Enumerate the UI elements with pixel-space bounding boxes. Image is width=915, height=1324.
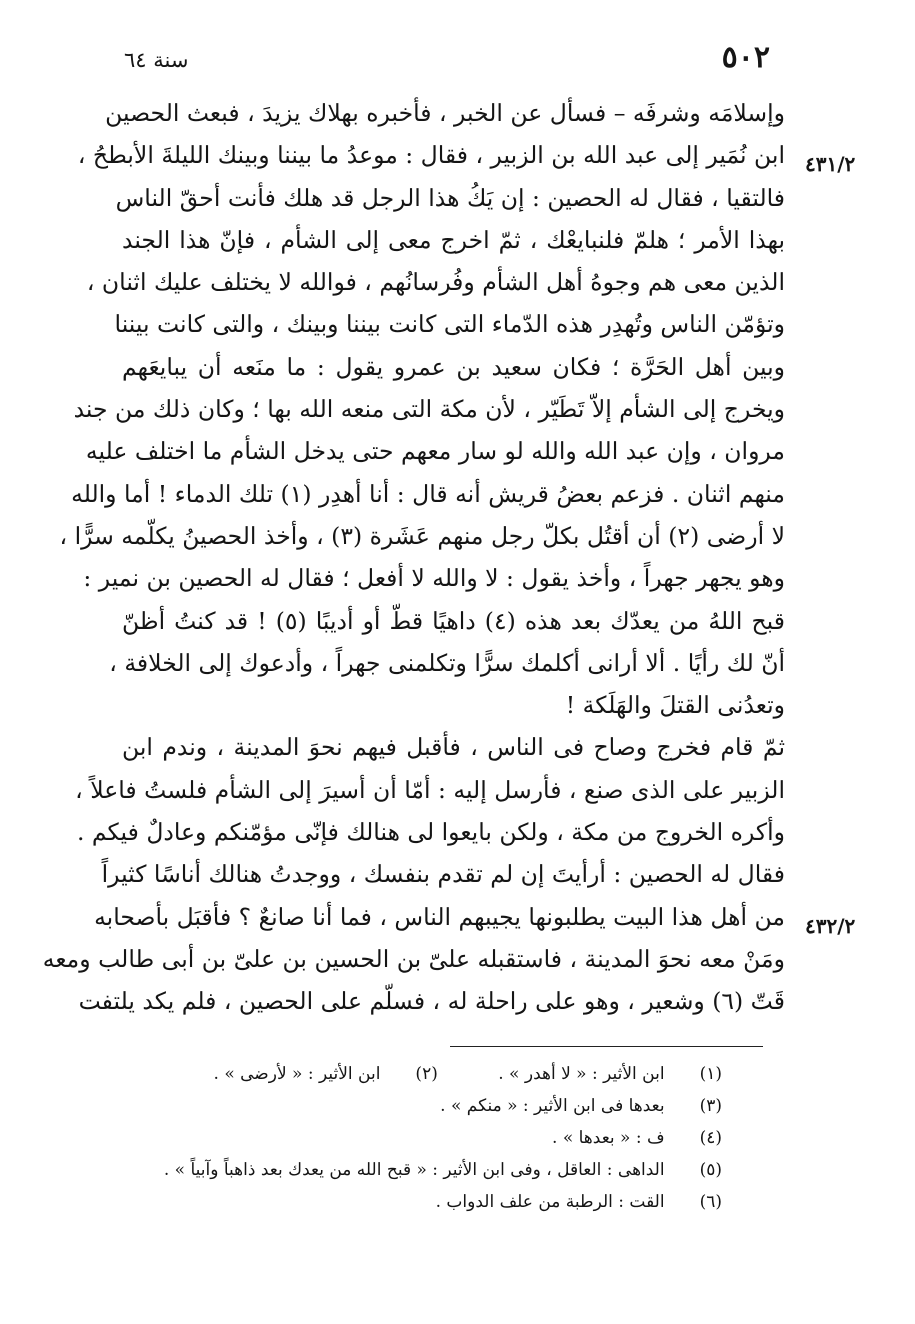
page-number: ٥٠٢	[721, 40, 770, 75]
footnote	[150, 1058, 722, 1090]
footnote-mark: (٤)	[699, 1128, 722, 1148]
text-line: ابن نُمَير إلى عبد الله بن الزبير ، فقال : موعدُ ما بيننا وبينك الليلةَ الأبطحُ ،	[77, 141, 785, 170]
text-line: مروان ، وإن عبد الله والله لو سار معهم حتى يدخل الشأم ما اختلف عليه	[85, 437, 785, 466]
text-line: وبين أهل الحَرَّة ؛ فكان سعيد بن عمرو يقول : ما منَعه أن يبايعَهم	[122, 352, 785, 381]
text-line: ومَنْ معه نحوَ المدينة ، فاستقبله علىّ بن الحسين بن علىّ بن أبى طالب ومعه	[42, 944, 785, 973]
footnote-mark: (٢)	[415, 1064, 438, 1084]
margin-reference: ٤٣٢/٢	[805, 914, 856, 938]
footnote-text: ف : « بعدها » .	[552, 1128, 665, 1148]
text-line: وتؤمّن الناس وتُهدِر هذه الدّماء التى كانت بيننا وبينك ، والتى كانت بيننا	[114, 310, 785, 339]
text-line: وأكره الخروج من مكة ، ولكن بايعوا لى هنالك فإنّى مؤمّنكم وعادلٌ فيكم .	[76, 818, 785, 847]
footnote-mark: (٣)	[699, 1096, 722, 1116]
footnote-text: بعدها فى ابن الأثير : « منكم » .	[440, 1096, 665, 1116]
text-line: فقال له الحصين : أرأيتَ إن لم تقدم بنفسك ، ووجدتُ هنالك أناسًا كثيراً	[101, 860, 785, 889]
footnote	[150, 1090, 722, 1122]
text-line: منهم اثنان . فزعم بعضُ قريش أنه قال : أنا أهدِر (١) تلك الدماء ! أما والله	[71, 479, 785, 508]
footnote-text: الداهى : العاقل ، وفى ابن الأثير : « قبح الله من يعدك بعد ذاهباً وآبياً » .	[163, 1160, 665, 1180]
running-head-year: سنة ٦٤	[124, 48, 189, 72]
footnote-separator	[450, 1046, 763, 1047]
text-line: الذين معى هم وجوهُ أهل الشأم وفُرسانُهم ، فوالله لا يختلف عليك اثنان ،	[86, 268, 785, 297]
page-header	[110, 40, 770, 80]
text-line: وهو يجهر جهراً ، وأخذ يقول : لا والله لا أفعل ؛ فقال له الحصين بن نمير :	[83, 564, 785, 593]
text-line: الزبير على الذى صنع ، فأرسل إليه : أمّا أن أسيرَ إلى الشأم فلستُ فاعلاً ،	[75, 775, 785, 804]
text-line: فالتقيا ، فقال له الحصين : إن يَكُ هذا الرجل قد هلك فأنت أحقّ الناس	[115, 183, 785, 212]
text-line: قَتّ (٦) وشعير ، وهو على راحلة له ، فسلّم على الحصين ، فلم يكد يلتفت	[78, 987, 785, 1016]
margin-reference: ٤٣١/٢	[805, 152, 856, 176]
text-line: ويخرج إلى الشأم إلاّ تَطَيّر ، لأن مكة التى منعه الله بها ؛ وكان ذلك من جند	[73, 395, 785, 424]
text-line: وإسلامَه وشرفَه – فسأل عن الخبر ، فأخبره بهلاك يزيدَ ، فبعث الحصين	[105, 99, 785, 127]
footnote	[150, 1186, 722, 1218]
footnote-mark: (٥)	[699, 1160, 722, 1180]
footnote-mark: (٦)	[699, 1192, 722, 1212]
text-line: وتعدُنى القتلَ والهَلَكة !	[565, 691, 785, 720]
footnotes	[150, 1058, 722, 1218]
footnote-mark: (١)	[699, 1064, 722, 1084]
footnote-text: ابن الأثير : « لا أهدر » .	[498, 1064, 665, 1084]
text-line: بهذا الأمر ؛ هلمّ فلنبايعْك ، ثمّ اخرج معى إلى الشأم ، فإنّ هذا الجند	[122, 225, 785, 254]
footnote-text: ابن الأثير : « لأرضى » .	[213, 1064, 381, 1084]
text-line: أنّ لك رأيًا . ألا أرانى أكلمك سرًّا وتكلمنى جهراً ، وأدعوك إلى الخلافة ،	[109, 648, 785, 677]
text-line: قبح اللهُ من يعدّك بعد هذه (٤) داهيًا قطّ أو أديبًا (٥) ! قد كنتُ أظنّ	[122, 606, 785, 635]
text-line: ثمّ قام فخرج وصاح فى الناس ، فأقبل فيهم نحوَ المدينة ، وندم ابن	[122, 733, 785, 762]
text-line: لا أرضى (٢) أن أقتُل بكلّ رجل منهم عَشَرة (٣) ، وأخذ الحصينُ يكلّمه سرًّا ،	[59, 521, 785, 550]
footnote	[150, 1154, 722, 1186]
footnote-text: القت : الرطبة من علف الدواب .	[435, 1192, 665, 1212]
text-line: من أهل هذا البيت يطلبونها يجيبهم الناس ، فما أنا صانعٌ ؟ فأقبَل بأصحابه	[94, 902, 785, 931]
footnote	[150, 1122, 722, 1154]
main-text	[42, 92, 785, 1023]
